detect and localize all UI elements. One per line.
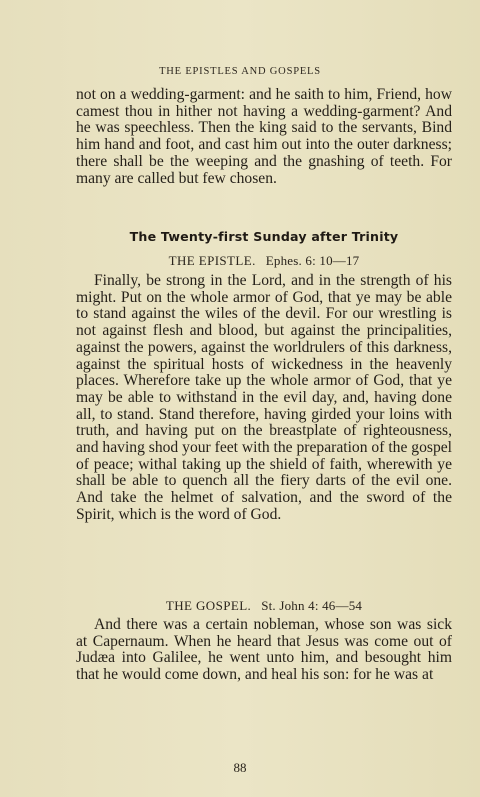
epistle-reference: Ephes. 6: 10—17 bbox=[265, 253, 360, 268]
paragraph-text: Finally, be strong in the Lord, and in the strength of his might. Put on the whole armor of God, that ye may be able to stand against the wiles of the devil. For our wrestling is not against flesh and blood, but against the principalities, against the powers, against the worldrulers of this darkness, against the spiritual hosts of wickedness in the heavenly places. Wherefore take up the whole armor of God, that ye may be able to withstand in the evil day, and, having done all, to stand. Stand therefore, having girded your loins with truth, and having put on the breastplate of righteousness, and having shod your feet with the preparation of the gospel of peace; withal taking up the shield of faith, wherewith ye shall be able to quench all the fiery darts of the evil one. And take the helmet of salvation, and the sword of the Spirit, which is the word of God. bbox=[76, 272, 452, 523]
sunday-title: The Twenty-first Sunday after Trinity bbox=[129, 229, 399, 244]
gospel-paragraph bbox=[76, 617, 452, 684]
page-number: 88 bbox=[233, 760, 247, 775]
gospel-label: THE GOSPEL. bbox=[165, 598, 252, 613]
gospel-heading bbox=[76, 598, 452, 614]
running-header: THE EPISTLES AND GOSPELS bbox=[159, 66, 321, 77]
continued-paragraph bbox=[76, 87, 452, 187]
paragraph-text: And there was a certain nobleman, whose son was sick at Capernaum. When he heard that Jesus was come out of Judæa into Galilee, he went unto him, and besought him that he would come down, and heal his son: for he was at bbox=[76, 616, 452, 684]
epistle-paragraph bbox=[76, 273, 452, 524]
epistle-label: THE EPISTLE. bbox=[168, 253, 256, 268]
paragraph-text: not on a wedding-garment: and he saith to him, Friend, how camest thou in hither not having a wedding-garment? And he was speechless. Then the king said to the servants, Bind him hand and foot, and cast him out into the outer darkness; there shall be the weeping and the gnashing of teeth. For many are called but few chosen. bbox=[76, 86, 452, 187]
gospel-reference: St. John 4: 46—54 bbox=[261, 598, 363, 613]
epistle-heading bbox=[76, 253, 452, 269]
